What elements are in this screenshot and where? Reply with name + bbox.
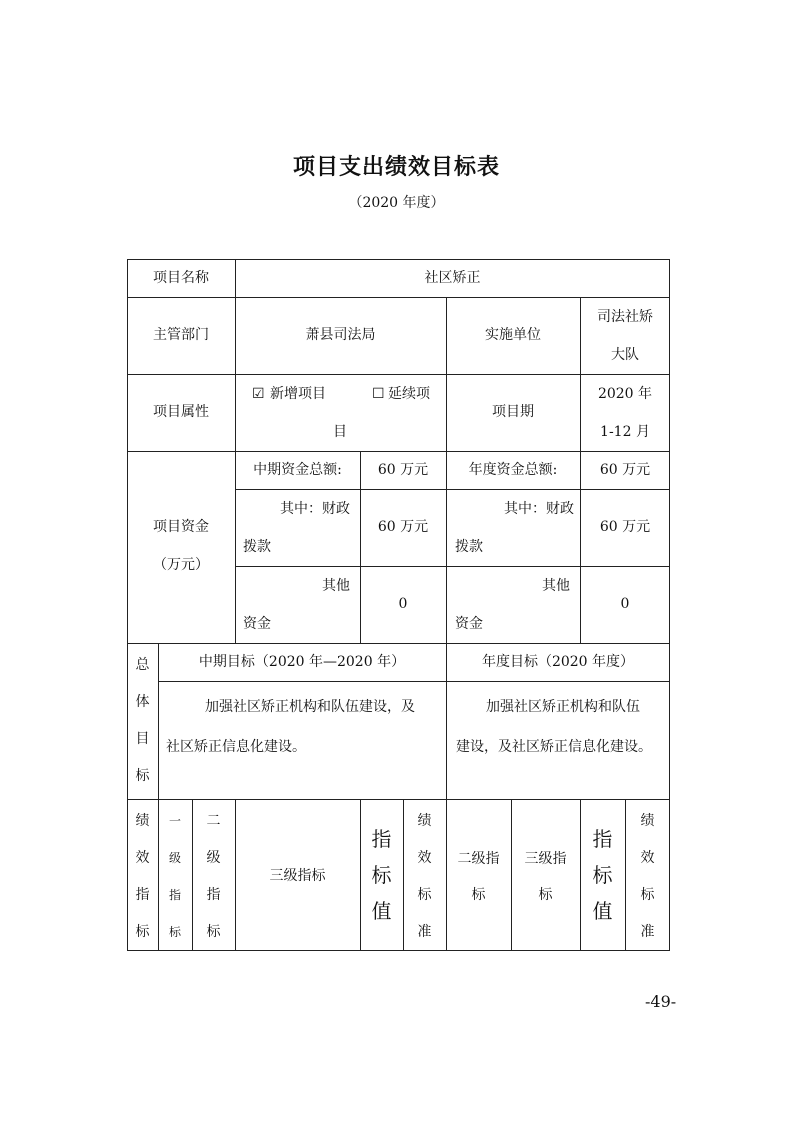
- level3-right-line1: 三级指: [524, 851, 567, 867]
- fund-label-line2: （万元）: [153, 557, 209, 573]
- mid-other-value: 0: [398, 596, 408, 612]
- dept-value: 萧县司法局: [305, 327, 376, 343]
- overall-char-3: 目: [135, 731, 150, 747]
- value-right-char-1: 指: [592, 827, 613, 851]
- attr-cont-checkbox[interactable]: ☐: [372, 386, 385, 402]
- overall-char-2: 体: [135, 694, 150, 710]
- mid-finance-label-line2: 拨款: [243, 539, 271, 555]
- standard-right-char-4: 准: [640, 924, 655, 940]
- annual-total-label: 年度资金总额:: [468, 462, 558, 478]
- attr-label: 项目属性: [153, 404, 209, 420]
- standard-char-3: 标: [417, 887, 432, 903]
- perf-char-4: 标: [135, 924, 150, 940]
- level3-right-line2: 标: [538, 887, 553, 903]
- level2-char-1: 二: [206, 813, 221, 829]
- perf-char-2: 效: [135, 850, 150, 866]
- page-number: -49-: [645, 992, 677, 1011]
- value-char-3: 值: [371, 899, 392, 923]
- mid-total-label: 中期资金总额:: [253, 462, 342, 478]
- standard-right-char-3: 标: [640, 887, 655, 903]
- project-name-value: 社区矫正: [424, 270, 481, 286]
- level1-char-2: 级: [168, 851, 181, 865]
- mid-goal-header: 中期目标（2020 年—2020 年）: [198, 654, 406, 670]
- dept-label: 主管部门: [153, 327, 209, 343]
- value-right-char-2: 标: [592, 863, 613, 887]
- page-subtitle: （2020 年度）: [348, 195, 445, 211]
- annual-goal-line2: 建设，及社区矫正信息化建设。: [456, 739, 652, 755]
- annual-finance-label-line1: 其中：财政: [504, 501, 574, 517]
- annual-other-label-line1: 其他: [542, 578, 570, 594]
- perf-char-3: 指: [135, 887, 150, 903]
- mid-finance-label-line1: 其中：财政: [280, 501, 350, 517]
- attr-cont-label-line2: 目: [333, 424, 347, 440]
- value-right-char-3: 值: [592, 899, 613, 923]
- impl-label: 实施单位: [485, 327, 541, 343]
- standard-char-4: 准: [417, 924, 432, 940]
- period-value-line1: 2020 年: [597, 386, 653, 402]
- level2-right-line1: 二级指: [457, 851, 500, 867]
- mid-goal-line2: 社区矫正信息化建设。: [166, 739, 306, 755]
- level2-char-4: 标: [206, 924, 221, 940]
- level2-char-3: 指: [206, 887, 221, 903]
- perf-char-1: 绩: [135, 813, 150, 829]
- fund-label-line1: 项目资金: [153, 519, 209, 535]
- level2-right-line2: 标: [471, 887, 486, 903]
- level1-char-3: 指: [168, 888, 181, 902]
- mid-goal-line1: 加强社区矫正机构和队伍建设，及: [205, 699, 415, 715]
- level2-char-2: 级: [206, 850, 221, 866]
- period-value-line2: 1-12 月: [600, 424, 650, 440]
- annual-other-value: 0: [620, 596, 630, 612]
- level3-label: 三级指标: [269, 868, 326, 884]
- mid-other-label-line2: 资金: [243, 616, 271, 632]
- annual-finance-value: 60 万元: [599, 519, 651, 535]
- overall-char-1: 总: [135, 657, 150, 673]
- impl-value-line2: 大队: [611, 347, 639, 363]
- attr-new-label: 新增项目: [270, 386, 326, 402]
- annual-goal-header: 年度目标（2020 年度）: [481, 654, 635, 670]
- standard-char-1: 绩: [417, 813, 432, 829]
- impl-value-line1: 司法社矫: [597, 309, 653, 325]
- attr-new-checkbox[interactable]: ☑: [252, 386, 265, 402]
- level1-char-1: 一: [168, 814, 181, 828]
- standard-char-2: 效: [417, 850, 432, 866]
- period-label: 项目期: [492, 404, 534, 420]
- project-name-label: 项目名称: [153, 270, 209, 286]
- page-title: 项目支出绩效目标表: [292, 154, 500, 180]
- value-char-1: 指: [371, 827, 392, 851]
- level1-char-4: 标: [168, 925, 181, 939]
- standard-right-char-2: 效: [640, 850, 655, 866]
- mid-finance-value: 60 万元: [377, 519, 429, 535]
- annual-other-label-line2: 资金: [455, 616, 483, 632]
- mid-other-label-line1: 其他: [322, 578, 350, 594]
- annual-total-value: 60 万元: [599, 462, 651, 478]
- value-char-2: 标: [371, 863, 392, 887]
- attr-cont-label-line1: 延续项: [388, 386, 430, 402]
- overall-char-4: 标: [135, 768, 150, 784]
- annual-goal-line1: 加强社区矫正机构和队伍: [486, 699, 640, 715]
- mid-total-value: 60 万元: [377, 462, 429, 478]
- annual-finance-label-line2: 拨款: [455, 539, 483, 555]
- standard-right-char-1: 绩: [640, 813, 655, 829]
